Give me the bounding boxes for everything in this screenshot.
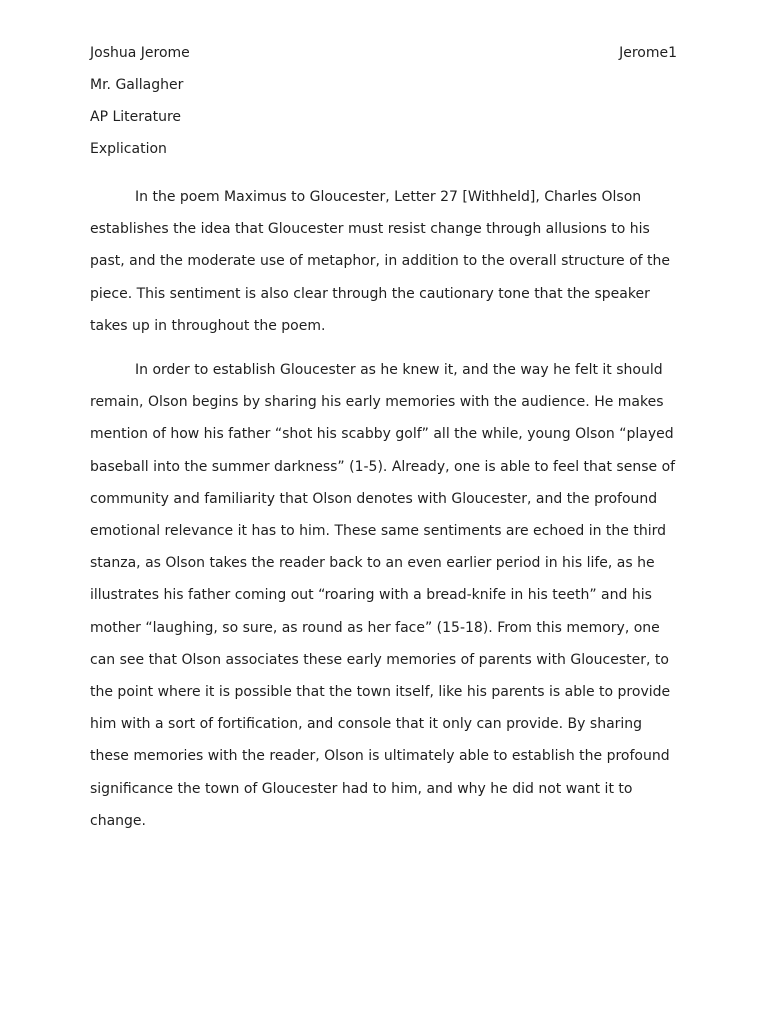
page-header-number: Jerome1 [619, 45, 677, 61]
author-name: Joshua Jerome [90, 45, 190, 61]
essay-body [90, 181, 678, 849]
paragraph-memories: In order to establish Gloucester as he knew it, and the way he felt it should remain, Olson begins by sharing his early memories with the audience. He makes mention of how his father “shot his scabby golf” all the while, young Olson “played baseball into the summer darkness” (1-5). Already, one is able to feel that sense of community and familiarity that Olson denotes with Gloucester, and the profound emotional relevance it has to him. These same sentiments are echoed in the third stanza, as Olson takes the reader back to an even earlier period in his life, as he illustrates his father coming out “roaring with a bread-knife in his teeth” and his mother “laughing, so sure, as round as her face” (15-18). From this memory, one can see that Olson associates these early memories of parents with Gloucester, to the point where it is possible that the town itself, like his parents is able to provide him with a sort of fortification, and console that it only can provide. By sharing these memories with the reader, Olson is ultimately able to establish the profound significance the town of Gloucester had to him, and why he did not want it to change. [90, 362, 676, 829]
mla-heading [90, 43, 190, 171]
teacher-name: Mr. Gallagher [90, 77, 184, 93]
assignment-title: Explication [90, 141, 167, 157]
paragraph-intro: In the poem Maximus to Gloucester, Letter 27 [Withheld], Charles Olson establishes the idea that Gloucester must resist change through allusions to his past, and the moderate use of metaphor, in addition to the overall structure of the piece. This sentiment is also clear through the cautionary tone that the speaker takes up in throughout the poem. [90, 189, 671, 334]
course-name: AP Literature [90, 109, 182, 125]
